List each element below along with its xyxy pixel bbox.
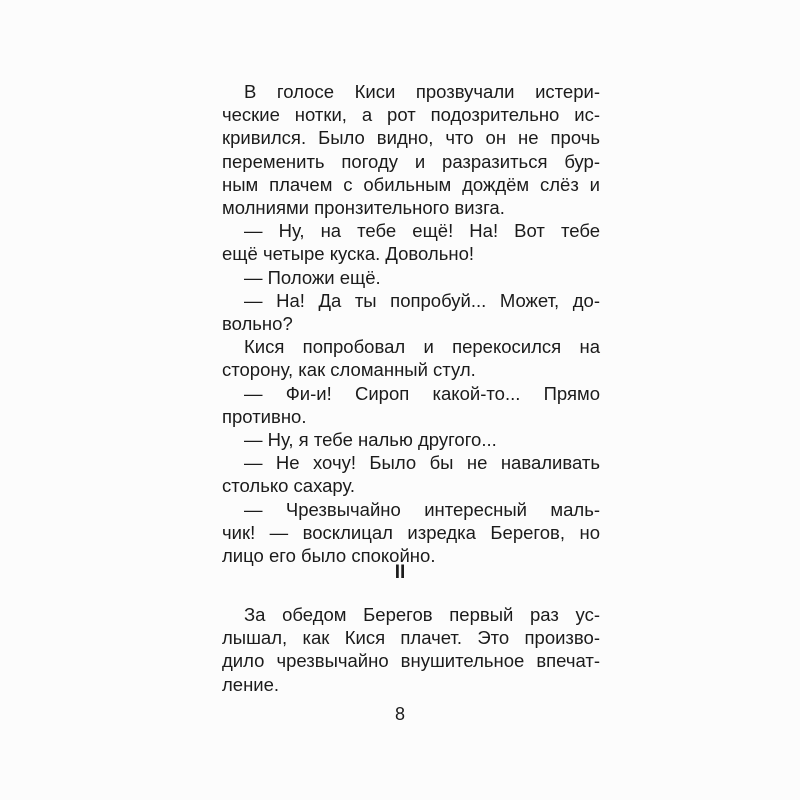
paragraph [222, 289, 600, 335]
text-line: — Положи ещё. [244, 266, 381, 288]
text-line: ление. [222, 673, 280, 695]
chapter-heading: II [394, 562, 406, 583]
text-line: переменить погоду и разразиться бур- [222, 150, 600, 172]
text-line: лышал, как Кися плачет. Это произво- [222, 627, 600, 649]
text-block-lower [222, 603, 600, 696]
paragraph [222, 603, 600, 696]
paragraph [222, 498, 600, 568]
text-block-upper [222, 80, 600, 567]
text-line: Кися попробовал и перекосился на [244, 336, 600, 358]
text-line: молниями пронзительного визга. [222, 197, 505, 219]
paragraph [222, 80, 600, 219]
text-line: лицо его было спокойно. [222, 545, 436, 567]
text-line: столько сахару. [222, 475, 356, 497]
text-line: — Не хочу! Было бы не наваливать [244, 452, 600, 474]
text-line: — Чрезвычайно интересный маль- [244, 498, 600, 520]
text-line: вольно? [222, 313, 293, 335]
paragraph [222, 382, 600, 428]
text-line: В голосе Киси прозвучали истери- [244, 81, 600, 102]
text-line: кривился. Было видно, что он не прочь [222, 127, 600, 149]
paragraph [222, 451, 600, 497]
page-number: 8 [394, 704, 405, 724]
text-line: сторону, как сломанный стул. [222, 359, 476, 381]
paragraph [222, 219, 600, 265]
text-line: ещё четыре куска. Довольно! [222, 243, 475, 265]
text-line: противно. [222, 405, 307, 427]
text-line: ческие нотки, а рот подозрительно ис- [222, 104, 600, 126]
text-line: — Ну, на тебе ещё! На! Вот тебе [244, 220, 600, 242]
paragraph [222, 266, 600, 289]
paragraph [222, 335, 600, 381]
text-line: — На! Да ты попробуй... Может, до- [244, 289, 600, 311]
text-line: — Фи-и! Сироп какой-то... Прямо [244, 382, 600, 404]
text-line: чик! — восклицал изредка Берегов, но [222, 521, 600, 543]
text-line: За обедом Берегов первый раз ус- [244, 604, 600, 625]
paragraph [222, 428, 600, 451]
text-line: — Ну, я тебе налью другого... [244, 429, 497, 451]
text-line: дило чрезвычайно внушительное впечат- [222, 650, 600, 672]
text-line: ным плачем с обильным дождём слёз и [222, 173, 600, 195]
